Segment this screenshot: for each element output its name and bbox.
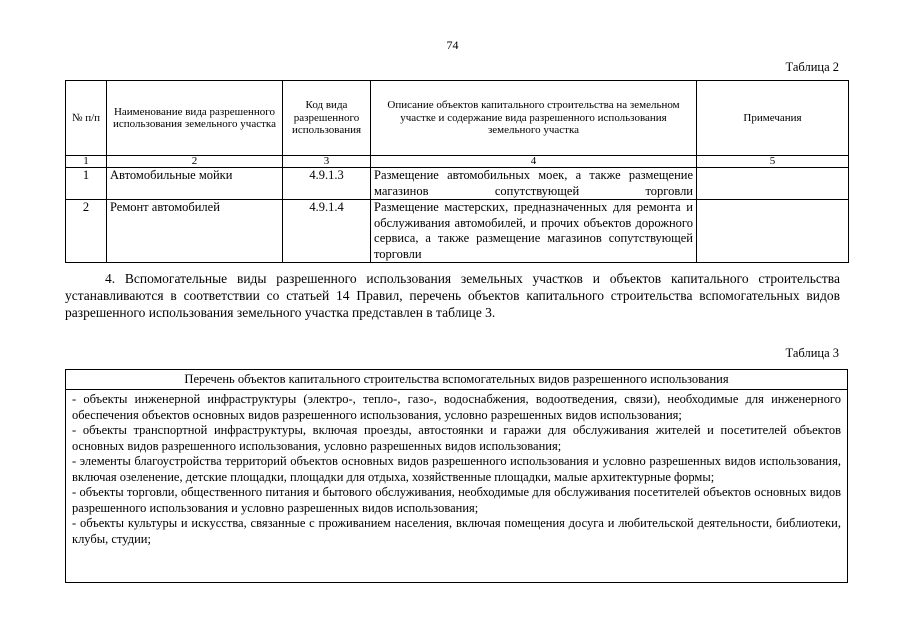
header-notes: Примечания xyxy=(697,81,849,156)
list-item: - элементы благоустройства территорий объектов основных видов разрешенного использования и условно разрешенных видов использования, включая озеленение, детские площадки, площадки для отдыха, хозяйственные площадки, малые архитектурные формы; xyxy=(72,454,841,484)
column-number: 5 xyxy=(697,156,849,168)
list-item: - объекты торговли, общественного питания и бытового обслуживания, необходимые для обслуживания посетителей объектов основных видов разрешенного использования и условно разрешенных видов использования; xyxy=(72,485,841,515)
table-2-caption: Таблица 2 xyxy=(785,60,839,74)
table-2 xyxy=(65,80,849,263)
table-2-header-row xyxy=(66,81,849,156)
list-item: - объекты инженерной инфраструктуры (электро-, тепло-, газо-, водоснабжения, водоотведения, связи), необходимые для инженерного обеспечения объектов основных видов разрешенного использования, условно разрешенных видов использования; xyxy=(72,392,841,422)
column-number: 2 xyxy=(107,156,283,168)
column-number-row xyxy=(66,156,849,168)
row-number: 2 xyxy=(66,200,107,263)
table-3-body xyxy=(66,390,848,583)
row-number: 1 xyxy=(66,168,107,200)
row-description: Размещение автомобильных моек, а также размещение магазинов сопутствующей торговли xyxy=(371,168,697,200)
list-item: - объекты культуры и искусства, связанные с проживанием населения, включая помещения досуга и любительской деятельности, библиотеки, клубы, студии; xyxy=(72,516,841,546)
row-use-type-code: 4.9.1.4 xyxy=(283,200,371,263)
row-use-type-name: Ремонт автомобилей xyxy=(107,200,283,263)
header-description: Описание объектов капитального строительства на земельном участке и содержание вида разрешенного использования земельного участка xyxy=(371,81,697,156)
list-item: - объекты транспортной инфраструктуры, включая проезды, автостоянки и гаражи для обслуживания жителей и посетителей объектов основных видов разрешенного использования, условно разрешенных видов использования; xyxy=(72,423,841,453)
column-number: 3 xyxy=(283,156,371,168)
row-use-type-name: Автомобильные мойки xyxy=(107,168,283,200)
table-3 xyxy=(65,369,848,583)
table-row xyxy=(66,168,849,200)
header-number: № п/п xyxy=(66,81,107,156)
row-note xyxy=(697,168,849,200)
body-paragraph: 4. Вспомогательные виды разрешенного использования земельных участков и объектов капитального строительства устанавливаются в соответствии со статьей 14 Правил, перечень объектов капитального строительства вспомогательных видов разрешенного использования земельного участка представлен в таблице 3. xyxy=(65,271,840,320)
row-description: Размещение мастерских, предназначенных для ремонта и обслуживания автомобилей, и прочих объектов дорожного сервиса, а также размещение магазинов сопутствующей торговли xyxy=(371,200,697,263)
table-3-header: Перечень объектов капитального строительства вспомогательных видов разрешенного использования xyxy=(66,370,848,390)
table-row xyxy=(66,200,849,263)
table-3-caption: Таблица 3 xyxy=(785,346,839,360)
row-use-type-code: 4.9.1.3 xyxy=(283,168,371,200)
row-note xyxy=(697,200,849,263)
header-use-type-code: Код вида разрешенного использования xyxy=(283,81,371,156)
page-number: 74 xyxy=(446,38,459,52)
header-use-type-name: Наименование вида разрешенного использования земельного участка xyxy=(107,81,283,156)
column-number: 4 xyxy=(371,156,697,168)
column-number: 1 xyxy=(66,156,107,168)
